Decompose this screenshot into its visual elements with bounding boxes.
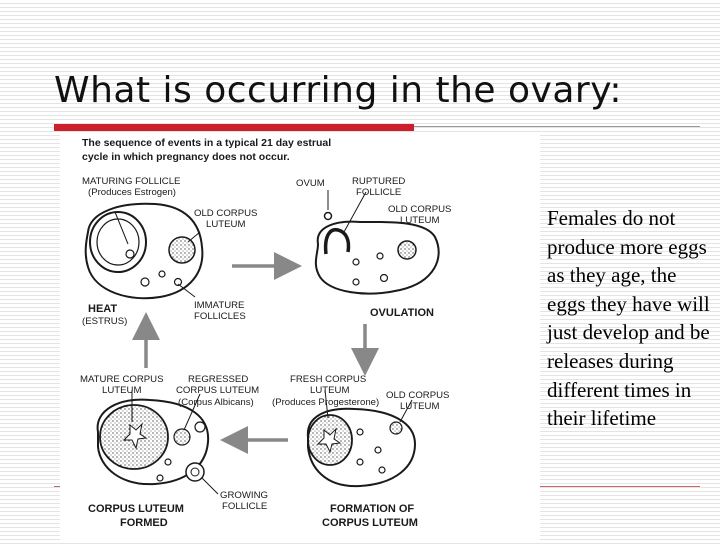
diagram-caption-line2: cycle in which pregnancy does not occur. [82,151,290,163]
label-fresh-corpus: FRESH CORPUS [290,374,367,385]
label-luteum-br: LUTEUM [400,401,440,412]
label-growing: GROWING [220,490,268,501]
label-maturing-follicle: MATURING FOLLICLE [82,176,181,187]
label-immature: IMMATURE [194,300,245,311]
label-old-corpus-tl: OLD CORPUS [194,208,258,219]
label-corpus-luteum-formed-2: FORMED [120,517,168,529]
label-old-corpus-br: OLD CORPUS [386,390,450,401]
label-corpus-albicans: (Corpus Albicans) [178,397,254,408]
label-follicles: FOLLICLES [194,311,246,322]
label-ruptured: RUPTURED [352,176,406,187]
slide-title: What is occurring in the ovary: [54,70,623,111]
label-produces-estrogen: (Produces Estrogen) [88,187,176,198]
label-heat: HEAT [88,303,118,315]
label-ovulation: OVULATION [370,307,434,319]
label-formation-of: FORMATION OF [330,503,415,515]
label-growing-follicle: FOLLICLE [222,501,268,512]
old-corpus-luteum-shape [169,237,195,263]
title-rule-line [414,126,700,127]
label-mature-corpus: MATURE CORPUS [80,374,164,385]
label-regressed: REGRESSED [188,374,249,385]
title-accent-bar [54,124,414,131]
label-fresh-luteum: LUTEUM [310,385,350,396]
label-luteum-tl: LUTEUM [206,219,246,230]
label-mature-luteum: LUTEUM [102,385,142,396]
label-produces-progesterone: (Produces Progesterone) [272,397,380,408]
label-estrus: (ESTRUS) [82,316,128,327]
ovary-formation-stage [308,409,415,486]
label-formation-corpus-luteum: CORPUS LUTEUM [322,517,418,529]
label-corpus-luteum-formed-1: CORPUS LUTEUM [88,503,184,515]
label-ovum: OVUM [296,178,325,189]
diagram-caption-line1: The sequence of events in a typical 21 day estrual [82,137,332,149]
regressed-corpus-luteum-shape [174,429,190,445]
ovary-heat-stage [86,204,203,299]
label-old-corpus-tr: OLD CORPUS [388,204,452,215]
old-corpus-luteum-br-shape [390,422,402,434]
old-corpus-luteum-tr-shape [398,241,416,259]
label-follicle: FOLLICLE [356,187,402,198]
diagram-svg [60,132,540,540]
label-luteum-tr: LUTEUM [400,215,440,226]
side-explanation-text: Females do not produce more eggs as they age, the eggs they have will just develop and be releases during different times in their lifetime [547,206,710,431]
ovum-shape [325,213,332,220]
growing-follicle-shape [186,463,204,481]
estrual-cycle-diagram [60,132,540,540]
label-corpus-luteum-regressed: CORPUS LUTEUM [176,385,260,396]
maturing-follicle-shape [90,212,146,272]
